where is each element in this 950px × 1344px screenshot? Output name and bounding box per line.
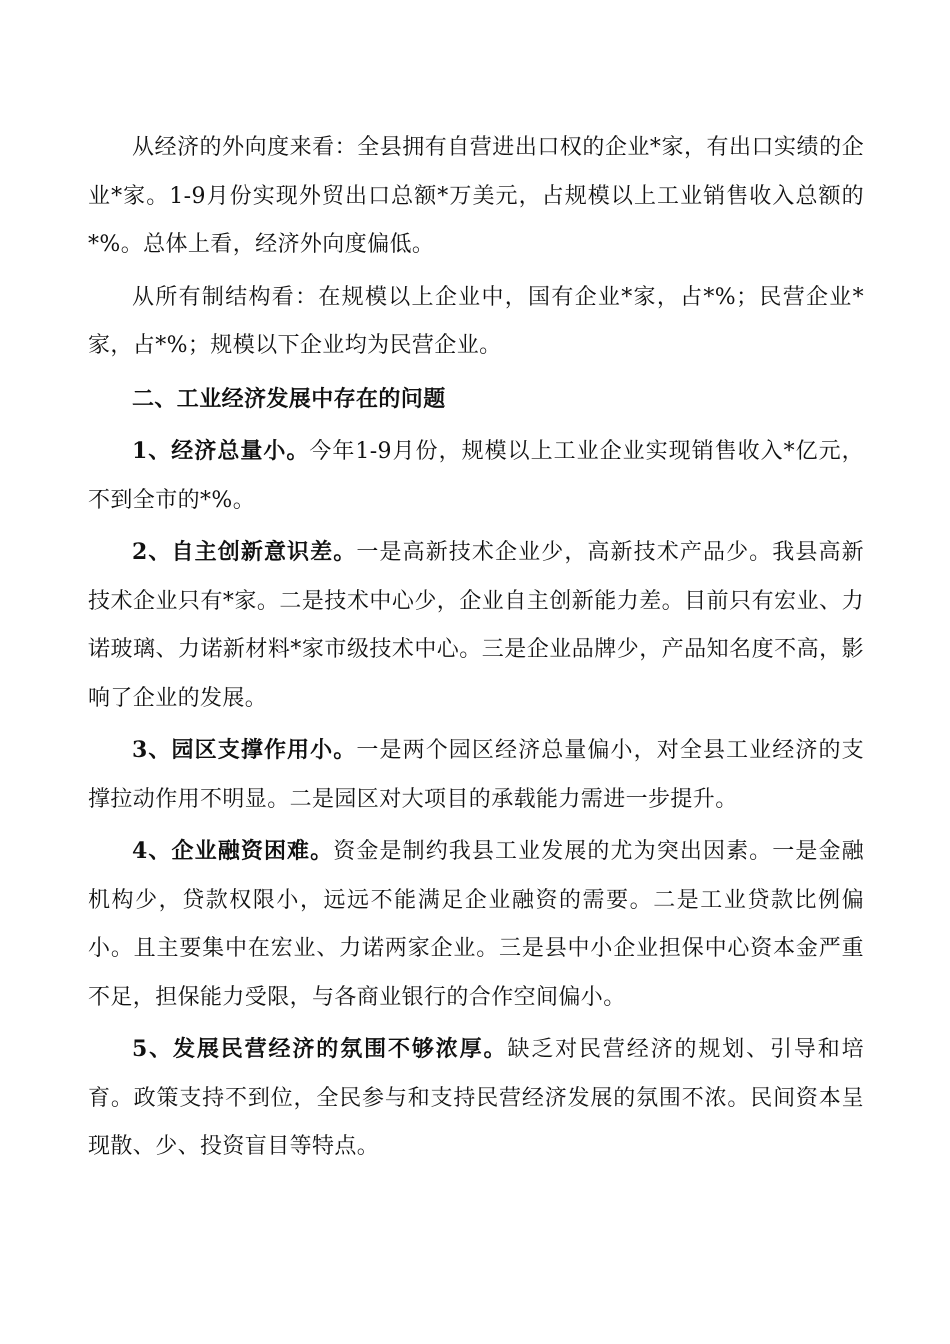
list-item-title: 2、自主创新意识差。: [132, 539, 357, 565]
list-item-economy-size: [88, 427, 864, 525]
list-item-body: 今年1-9月份，规模以上工业企业实现销售收入*亿元，不到全市的*%。: [88, 439, 864, 513]
list-item-title: 1、经济总量小。: [132, 438, 310, 464]
list-item-private-economy: [88, 1025, 864, 1172]
list-item-body: 资金是制约我县工业发展的尤为突出因素。一是金融机构少，贷款权限小，远远不能满足企业融资的需要。二是工业贷款比例偏小。且主要集中在宏业、力诺两家企业。三是县中小企业担保中心资本金严重不足，担保能力受限，与各商业银行的合作空间偏小。: [88, 839, 864, 1010]
section-heading: 二、工业经济发展中存在的问题: [132, 385, 446, 412]
list-item-title: 5、发展民营经济的氛围不够浓厚。: [132, 1036, 508, 1062]
paragraph-export-orientation: 从经济的外向度来看：全县拥有自营进出口权的企业*家，有出口实绩的企业*家。1-9月份实现外贸出口总额*万美元，占规模以上工业销售收入总额的*%。总体上看，经济外向度偏低。: [88, 135, 864, 257]
list-item-industrial-parks: [88, 726, 864, 824]
list-item-financing: [88, 827, 864, 1022]
list-item-body: 缺乏对民营经济的规划、引导和培育。政策支持不到位，全民参与和支持民营经济发展的氛围不浓。民间资本呈现散、少、投资盲目等特点。: [88, 1037, 864, 1159]
document-body: [88, 124, 864, 1172]
list-item-title: 3、园区支撑作用小。: [132, 737, 357, 763]
paragraph-ownership-structure: 从所有制结构看：在规模以上企业中，国有企业*家，占*%；民营企业*家，占*%；规模以下企业均为民营企业。: [88, 284, 864, 358]
list-item-title: 4、企业融资困难。: [132, 838, 334, 864]
list-item-body: 一是高新技术企业少，高新技术产品少。我县高新技术企业只有*家。二是技术中心少，企业自主创新能力差。目前只有宏业、力诺玻璃、力诺新材料*家市级技术中心。三是企业品牌少，产品知名度不高，影响了企业的发展。: [88, 540, 864, 711]
list-item-body: 一是两个园区经济总量偏小，对全县工业经济的支撑拉动作用不明显。二是园区对大项目的承载能力需进一步提升。: [88, 738, 864, 812]
list-item-innovation: [88, 528, 864, 723]
